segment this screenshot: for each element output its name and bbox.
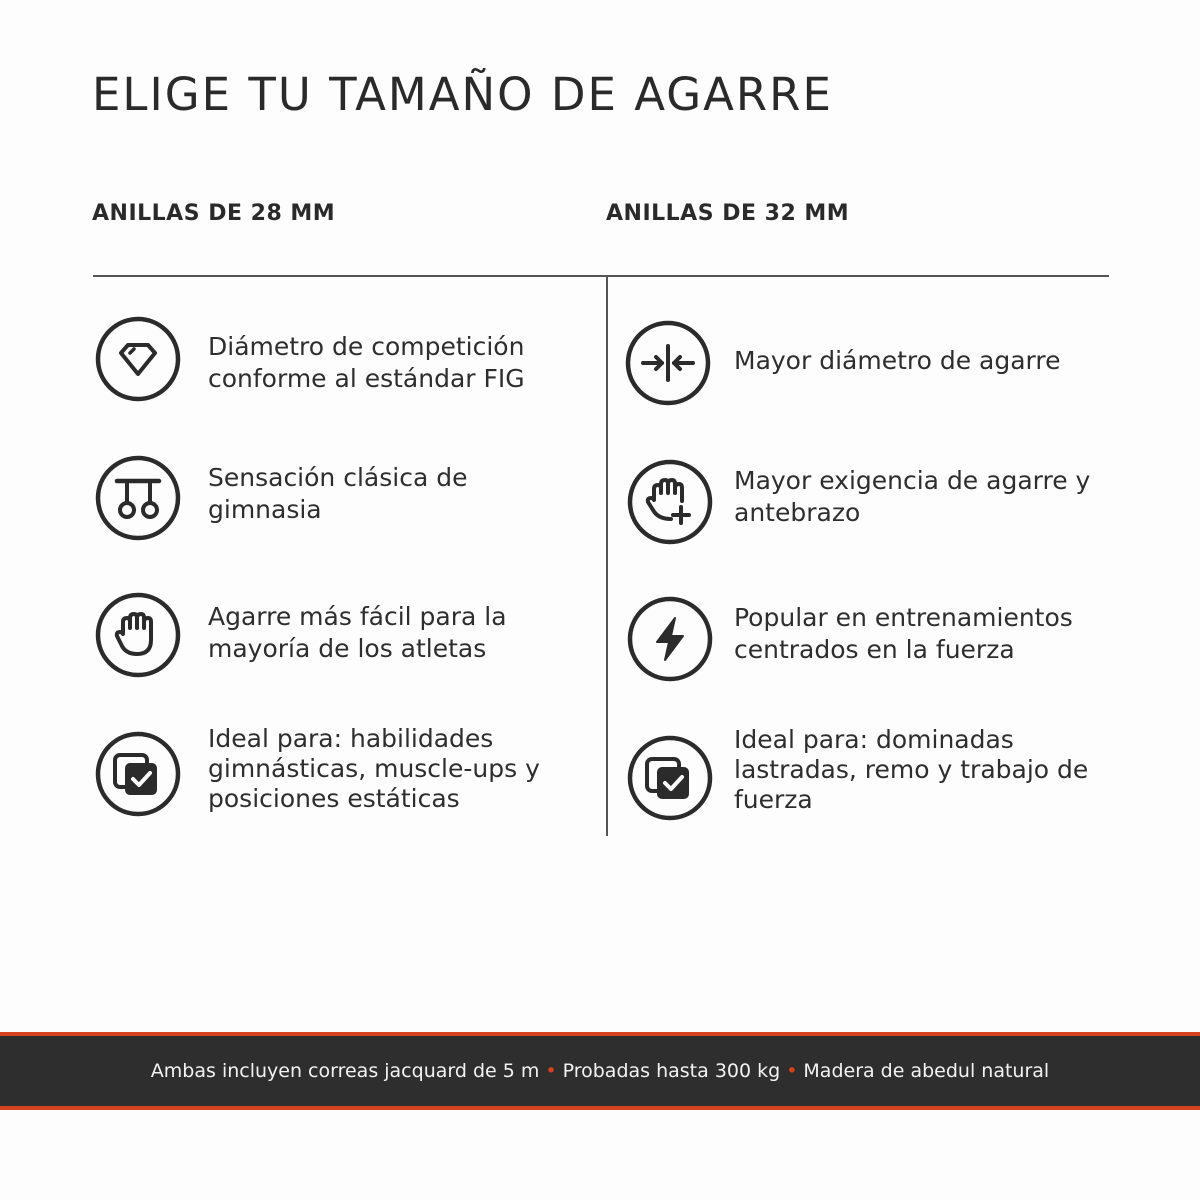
vertical-divider	[606, 276, 608, 836]
footer-bar	[0, 1032, 1200, 1110]
diamond-icon	[95, 316, 181, 402]
column-heading-32mm: ANILLAS DE 32 MM	[606, 201, 850, 226]
feature-text-classic-feel: Sensación clásica de gimnasia	[208, 463, 468, 524]
compress-arrows-icon	[625, 320, 711, 406]
footer-separator: •	[545, 1060, 557, 1082]
page-title: ELIGE TU TAMAÑO DE AGARRE	[92, 68, 833, 121]
footer-text-tested: Probadas hasta 300 kg	[562, 1060, 781, 1082]
footer-text-wood: Madera de abedul natural	[803, 1060, 1050, 1082]
feature-text-easier-grip: Agarre más fácil para la mayoría de los atletas	[208, 602, 507, 663]
hand-plus-icon	[627, 459, 713, 545]
feature-text-strength-training: Popular en entrenamientos centrados en la fuerza	[734, 603, 1073, 664]
checklist-icon	[627, 735, 713, 821]
feature-text-higher-grip-demand: Mayor exigencia de agarre y antebrazo	[734, 466, 1091, 527]
footer-separator: •	[786, 1060, 798, 1082]
gymnastic-rings-icon	[95, 455, 181, 541]
feature-text-ideal-for-strength: Ideal para: dominadas lastradas, remo y trabajo de fuerza	[734, 725, 1089, 814]
hand-grip-icon	[95, 592, 181, 678]
horizontal-divider	[93, 275, 1109, 277]
checklist-icon	[95, 731, 181, 817]
lightning-icon	[627, 596, 713, 682]
feature-text-ideal-for-gymnastics: Ideal para: habilidades gimnásticas, muscle-ups y posiciones estáticas	[208, 724, 540, 813]
footer-text-straps: Ambas incluyen correas jacquard de 5 m	[150, 1060, 540, 1082]
column-heading-28mm: ANILLAS DE 28 MM	[92, 201, 336, 226]
feature-text-larger-diameter: Mayor diámetro de agarre	[734, 346, 1061, 375]
feature-text-fig-diameter: Diámetro de competición conforme al estándar FIG	[208, 332, 525, 393]
